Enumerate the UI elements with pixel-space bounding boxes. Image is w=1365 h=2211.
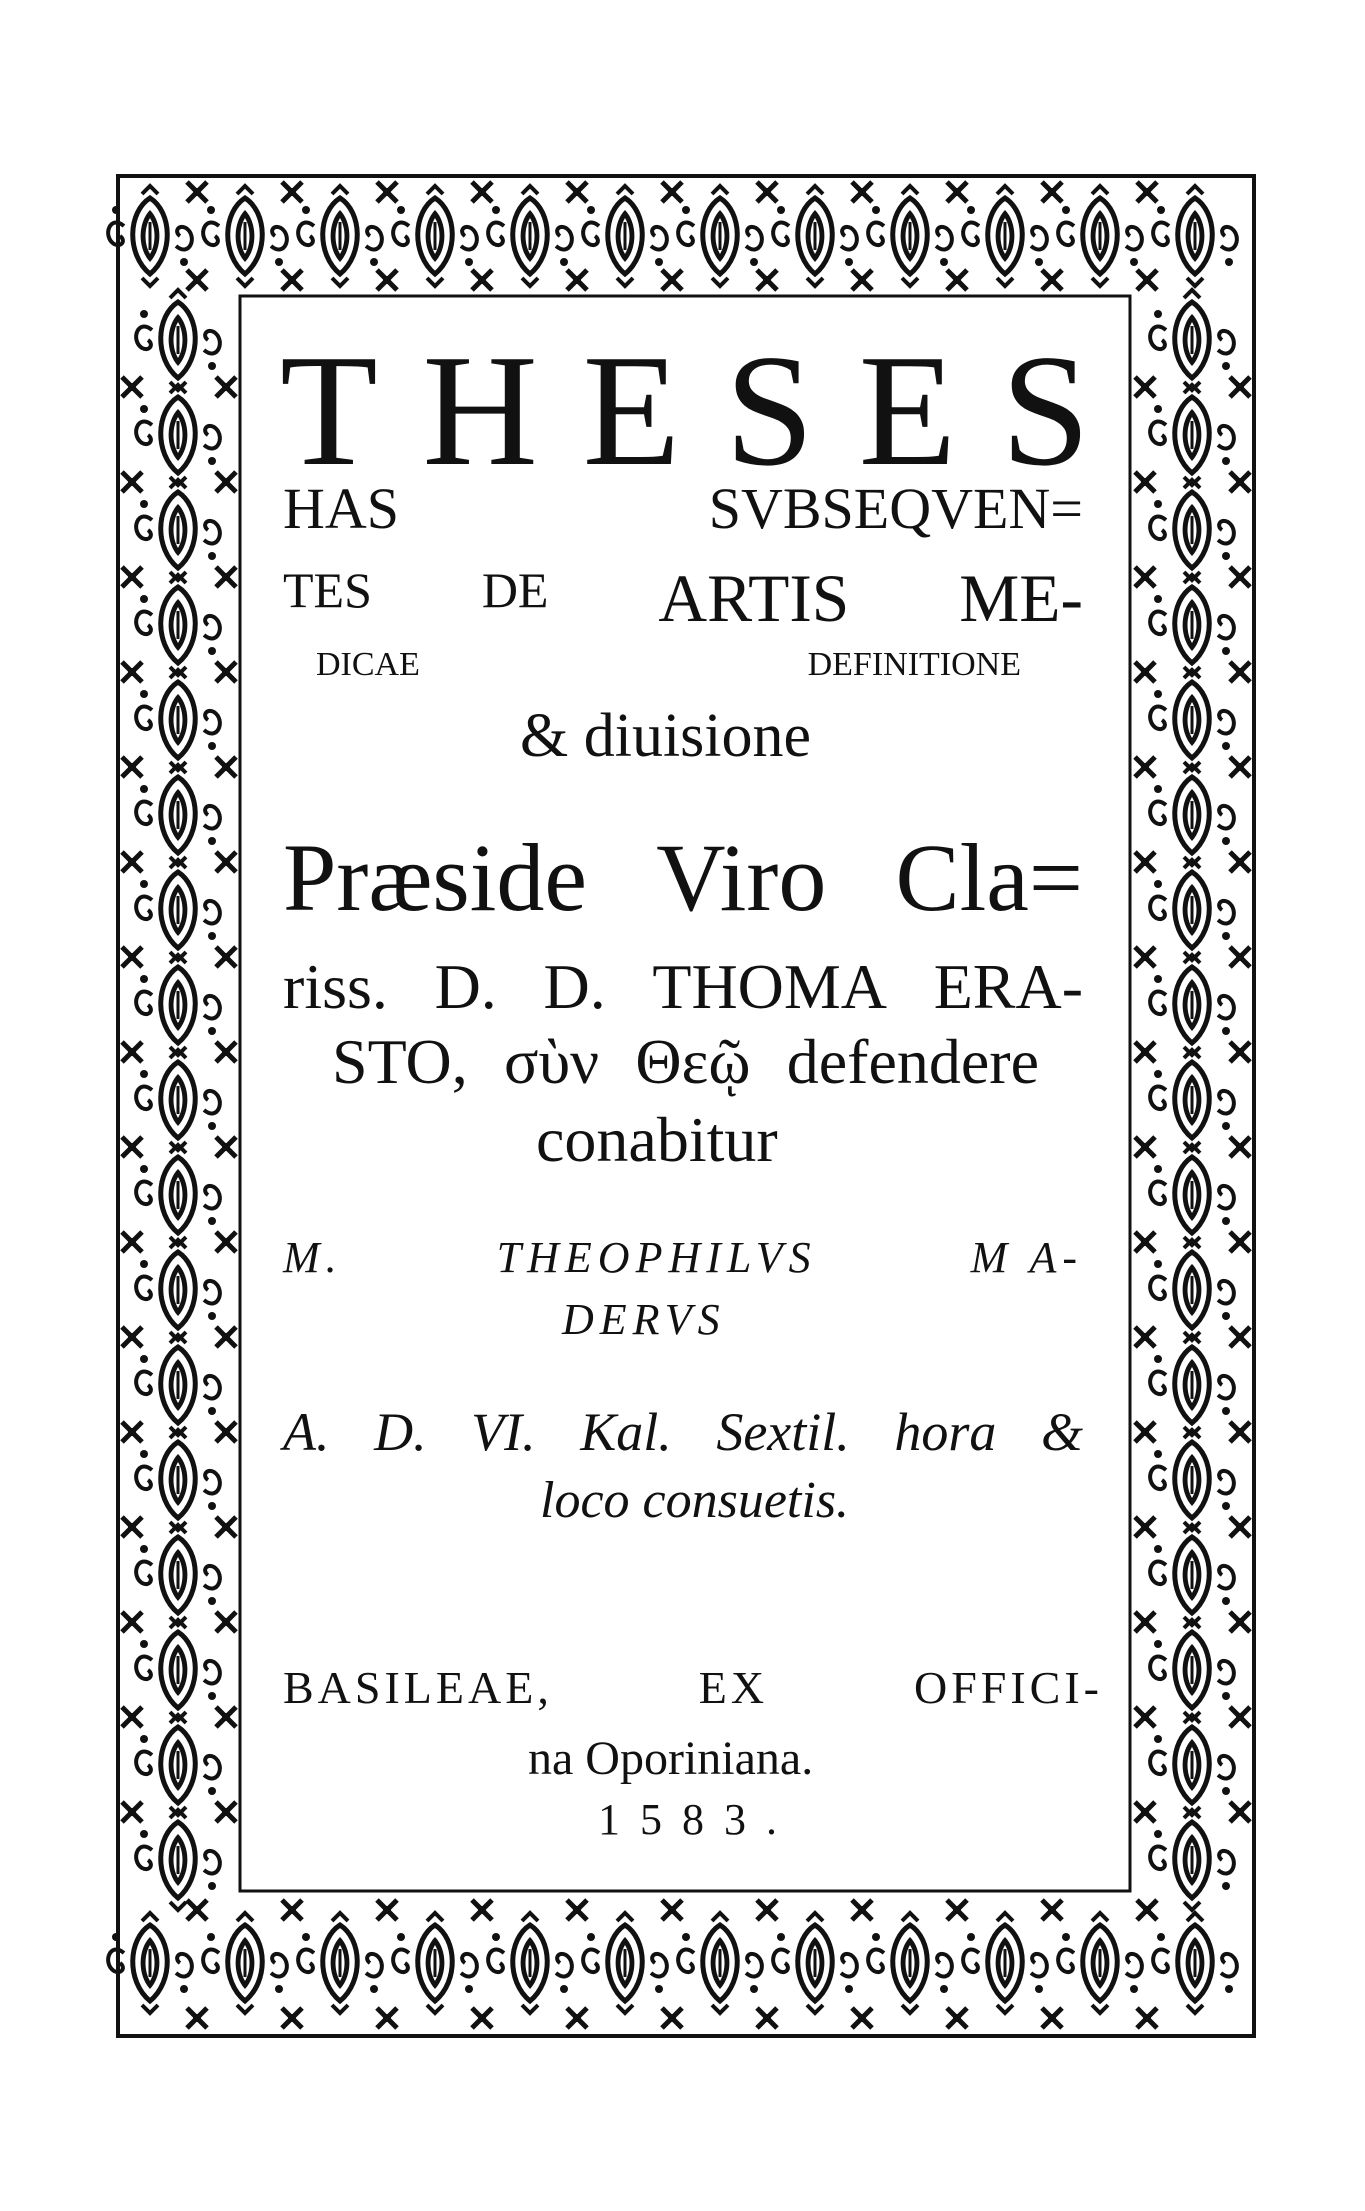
border-cross bbox=[216, 1422, 236, 1442]
border-cross bbox=[662, 182, 682, 202]
word: Kal. bbox=[580, 1402, 672, 1462]
word: THEOPHILVS bbox=[496, 1233, 817, 1282]
border-cross bbox=[122, 1422, 142, 1442]
border-cross bbox=[216, 662, 236, 682]
border-motif bbox=[1150, 860, 1234, 960]
subtitle-line bbox=[316, 648, 1021, 682]
border-motif bbox=[136, 575, 220, 675]
title-theses bbox=[280, 321, 1090, 499]
border-cross bbox=[1135, 1707, 1155, 1727]
border-motif bbox=[488, 1913, 572, 2013]
border-cross bbox=[472, 1900, 492, 1920]
border-motif bbox=[136, 860, 220, 960]
subtitle-line: & diuisione bbox=[520, 702, 812, 770]
border-cross bbox=[1230, 1612, 1250, 1632]
border-motif bbox=[963, 1913, 1047, 2013]
border-motif bbox=[393, 1913, 477, 2013]
word: OFFICI- bbox=[913, 1662, 1103, 1713]
imprint-line bbox=[283, 1662, 1103, 1713]
title-letter: H bbox=[422, 321, 538, 499]
border-cross bbox=[472, 2008, 492, 2028]
praeses-line bbox=[283, 824, 1083, 931]
border-motif bbox=[583, 1913, 667, 2013]
border-cross bbox=[216, 1327, 236, 1347]
border-cross bbox=[1230, 1802, 1250, 1822]
border-cross bbox=[1135, 1517, 1155, 1537]
border-cross bbox=[1230, 852, 1250, 872]
border-cross bbox=[1135, 1042, 1155, 1062]
word: BASILEAE, bbox=[283, 1662, 553, 1713]
subtitle-line bbox=[283, 476, 1083, 541]
border-motif bbox=[1150, 765, 1234, 865]
border-cross bbox=[757, 270, 777, 290]
word: Cla= bbox=[895, 824, 1083, 931]
border-motif bbox=[1058, 186, 1142, 286]
border-cross bbox=[122, 1232, 142, 1252]
border-cross bbox=[377, 1900, 397, 1920]
border-cross bbox=[852, 2008, 872, 2028]
border-cross bbox=[282, 182, 302, 202]
border-cross bbox=[122, 1137, 142, 1157]
praeses-line: conabitur bbox=[536, 1104, 778, 1175]
border-cross bbox=[122, 377, 142, 397]
border-motif bbox=[136, 1050, 220, 1150]
border-cross bbox=[122, 567, 142, 587]
word: D. bbox=[374, 1402, 427, 1462]
border-motif bbox=[298, 186, 382, 286]
word: & bbox=[1040, 1402, 1083, 1462]
border-motif bbox=[1150, 1050, 1234, 1150]
word: σὺν bbox=[503, 1026, 600, 1097]
border-motif bbox=[136, 1620, 220, 1720]
border-cross bbox=[377, 182, 397, 202]
border-cross bbox=[216, 947, 236, 967]
word: M A- bbox=[970, 1233, 1083, 1282]
border-motif bbox=[1150, 290, 1234, 390]
border-motif bbox=[868, 1913, 952, 2013]
imprint-line: na Oporiniana. bbox=[528, 1732, 814, 1785]
border-cross bbox=[187, 182, 207, 202]
border-cross bbox=[852, 1900, 872, 1920]
border-motif bbox=[1150, 670, 1234, 770]
border-motif bbox=[136, 1335, 220, 1435]
title-letter: E bbox=[582, 321, 681, 499]
word: HAS bbox=[283, 476, 400, 541]
border-cross bbox=[1137, 182, 1157, 202]
border-motif bbox=[1150, 1240, 1234, 1340]
border-cross bbox=[282, 270, 302, 290]
border-cross bbox=[947, 270, 967, 290]
border-cross bbox=[216, 757, 236, 777]
border-motif bbox=[136, 1525, 220, 1625]
border-cross bbox=[1135, 757, 1155, 777]
border-motif bbox=[136, 1715, 220, 1815]
border-cross bbox=[1230, 1232, 1250, 1252]
border-cross bbox=[1135, 1327, 1155, 1347]
word: EX bbox=[698, 1662, 769, 1713]
border-motif bbox=[136, 1240, 220, 1340]
word: DE bbox=[481, 562, 549, 618]
border-motif bbox=[298, 1913, 382, 2013]
border-cross bbox=[947, 182, 967, 202]
border-cross bbox=[947, 1900, 967, 1920]
border-cross bbox=[187, 2008, 207, 2028]
border-motif bbox=[136, 765, 220, 865]
border-cross bbox=[1135, 852, 1155, 872]
border-cross bbox=[1042, 270, 1062, 290]
praeses-line bbox=[283, 951, 1083, 1022]
border-motif bbox=[108, 186, 192, 286]
border-cross bbox=[187, 1900, 207, 1920]
word: TES bbox=[283, 562, 372, 618]
border-cross bbox=[1230, 1137, 1250, 1157]
border-motif bbox=[1150, 1810, 1234, 1910]
border-cross bbox=[1137, 1900, 1157, 1920]
border-motif bbox=[678, 186, 762, 286]
border-cross bbox=[1230, 1042, 1250, 1062]
border-motif bbox=[1150, 575, 1234, 675]
word: M. bbox=[283, 1233, 343, 1282]
border-cross bbox=[1135, 1422, 1155, 1442]
border-cross bbox=[567, 270, 587, 290]
border-cross bbox=[122, 472, 142, 492]
border-cross bbox=[472, 270, 492, 290]
border-cross bbox=[282, 2008, 302, 2028]
border-motif bbox=[488, 186, 572, 286]
border-cross bbox=[1230, 1707, 1250, 1727]
title-letter: S bbox=[724, 321, 814, 499]
border-cross bbox=[216, 472, 236, 492]
border-cross bbox=[216, 1042, 236, 1062]
border-cross bbox=[852, 182, 872, 202]
border-cross bbox=[122, 852, 142, 872]
border-motif bbox=[1150, 1430, 1234, 1530]
border-motif bbox=[1150, 1145, 1234, 1245]
subtitle-line bbox=[283, 561, 1083, 636]
border-cross bbox=[1230, 472, 1250, 492]
border-motif bbox=[136, 1430, 220, 1530]
word: Viro bbox=[656, 824, 827, 931]
border-cross bbox=[216, 567, 236, 587]
respondent-line bbox=[283, 1233, 1083, 1282]
word: D. bbox=[543, 951, 606, 1022]
word: Sextil. bbox=[716, 1402, 850, 1462]
border-cross bbox=[1042, 1900, 1062, 1920]
border-motif bbox=[1058, 1913, 1142, 2013]
border-cross bbox=[122, 1327, 142, 1347]
border-cross bbox=[567, 182, 587, 202]
border-cross bbox=[1042, 182, 1062, 202]
border-cross bbox=[1137, 2008, 1157, 2028]
word: D. bbox=[434, 951, 497, 1022]
border-cross bbox=[1135, 662, 1155, 682]
border-motif bbox=[136, 480, 220, 580]
border-cross bbox=[122, 1612, 142, 1632]
border-motif bbox=[136, 385, 220, 485]
word: Præside bbox=[283, 824, 588, 931]
border-cross bbox=[1135, 567, 1155, 587]
border-cross bbox=[1135, 1612, 1155, 1632]
border-cross bbox=[1135, 1232, 1155, 1252]
border-motif bbox=[773, 1913, 857, 2013]
border-cross bbox=[216, 1517, 236, 1537]
border-motif bbox=[203, 1913, 287, 2013]
border-cross bbox=[216, 852, 236, 872]
border-cross bbox=[1230, 1327, 1250, 1347]
border-cross bbox=[122, 1042, 142, 1062]
border-motif bbox=[678, 1913, 762, 2013]
border-cross bbox=[1135, 1802, 1155, 1822]
word: ME- bbox=[959, 561, 1083, 636]
border-cross bbox=[757, 2008, 777, 2028]
border-cross bbox=[122, 947, 142, 967]
title-letter: E bbox=[858, 321, 957, 499]
title-letter: S bbox=[1001, 321, 1090, 499]
border-cross bbox=[1135, 472, 1155, 492]
imprint-year: 1583. bbox=[598, 1795, 797, 1844]
border-motif bbox=[136, 1810, 220, 1910]
border-motif bbox=[1150, 1335, 1234, 1435]
border-cross bbox=[662, 2008, 682, 2028]
border-cross bbox=[1230, 757, 1250, 777]
border-motif bbox=[1150, 1620, 1234, 1720]
border-cross bbox=[216, 377, 236, 397]
border-cross bbox=[122, 1707, 142, 1727]
date-line bbox=[283, 1402, 1083, 1462]
border-cross bbox=[1230, 1422, 1250, 1442]
word: Θεῷ bbox=[635, 1026, 751, 1097]
border-motif bbox=[203, 186, 287, 286]
border-cross bbox=[472, 182, 492, 202]
border-cross bbox=[1137, 270, 1157, 290]
border-cross bbox=[216, 1802, 236, 1822]
word: defendere bbox=[786, 1026, 1039, 1097]
border-motif bbox=[136, 1145, 220, 1245]
border-motif bbox=[136, 290, 220, 390]
border-cross bbox=[122, 662, 142, 682]
word: THOMA bbox=[652, 951, 888, 1022]
border-cross bbox=[567, 2008, 587, 2028]
respondent-line: DERVS bbox=[562, 1295, 726, 1344]
date-line: loco consuetis. bbox=[540, 1472, 850, 1529]
border-cross bbox=[1135, 947, 1155, 967]
word: ERA- bbox=[933, 951, 1083, 1022]
border-cross bbox=[1230, 567, 1250, 587]
border-motif bbox=[136, 955, 220, 1055]
border-cross bbox=[662, 270, 682, 290]
border-cross bbox=[757, 1900, 777, 1920]
border-cross bbox=[216, 1137, 236, 1157]
border-cross bbox=[662, 1900, 682, 1920]
border-cross bbox=[1042, 2008, 1062, 2028]
border-motif bbox=[108, 1913, 192, 2013]
word: A. bbox=[283, 1402, 330, 1462]
border-motif bbox=[1150, 955, 1234, 1055]
word: SVBSEQVEN= bbox=[708, 476, 1083, 541]
border-motif bbox=[868, 186, 952, 286]
border-motif bbox=[773, 186, 857, 286]
border-cross bbox=[1230, 947, 1250, 967]
border-cross bbox=[216, 1232, 236, 1252]
border-cross bbox=[1230, 662, 1250, 682]
border-motif bbox=[963, 186, 1047, 286]
title-letter: T bbox=[280, 321, 378, 499]
praeses-line bbox=[332, 1026, 1039, 1097]
border-motif bbox=[1150, 1715, 1234, 1815]
border-motif bbox=[1150, 385, 1234, 485]
border-cross bbox=[216, 1707, 236, 1727]
word: riss. bbox=[283, 951, 388, 1022]
border-cross bbox=[377, 270, 397, 290]
word: DEFINITIONE bbox=[807, 646, 1021, 683]
word: VI. bbox=[471, 1402, 536, 1462]
word: DICAE bbox=[316, 646, 420, 683]
border-cross bbox=[122, 1802, 142, 1822]
border-cross bbox=[216, 1612, 236, 1632]
border-cross bbox=[377, 2008, 397, 2028]
border-cross bbox=[1135, 377, 1155, 397]
border-motif bbox=[583, 186, 667, 286]
border-cross bbox=[947, 2008, 967, 2028]
border-cross bbox=[567, 1900, 587, 1920]
border-motif bbox=[136, 670, 220, 770]
border-cross bbox=[1230, 377, 1250, 397]
border-cross bbox=[757, 182, 777, 202]
border-cross bbox=[282, 1900, 302, 1920]
word: hora bbox=[894, 1402, 997, 1462]
border-motif bbox=[1150, 1525, 1234, 1625]
border-cross bbox=[187, 270, 207, 290]
border-cross bbox=[122, 757, 142, 777]
border-motif bbox=[1153, 1913, 1237, 2013]
word: STO, bbox=[332, 1026, 468, 1097]
border-motif bbox=[1150, 480, 1234, 580]
border-cross bbox=[852, 270, 872, 290]
border-motif bbox=[1153, 186, 1237, 286]
border-cross bbox=[1135, 1137, 1155, 1157]
border-motif bbox=[393, 186, 477, 286]
border-cross bbox=[122, 1517, 142, 1537]
border-cross bbox=[1230, 1517, 1250, 1537]
word: ARTIS bbox=[658, 561, 850, 636]
